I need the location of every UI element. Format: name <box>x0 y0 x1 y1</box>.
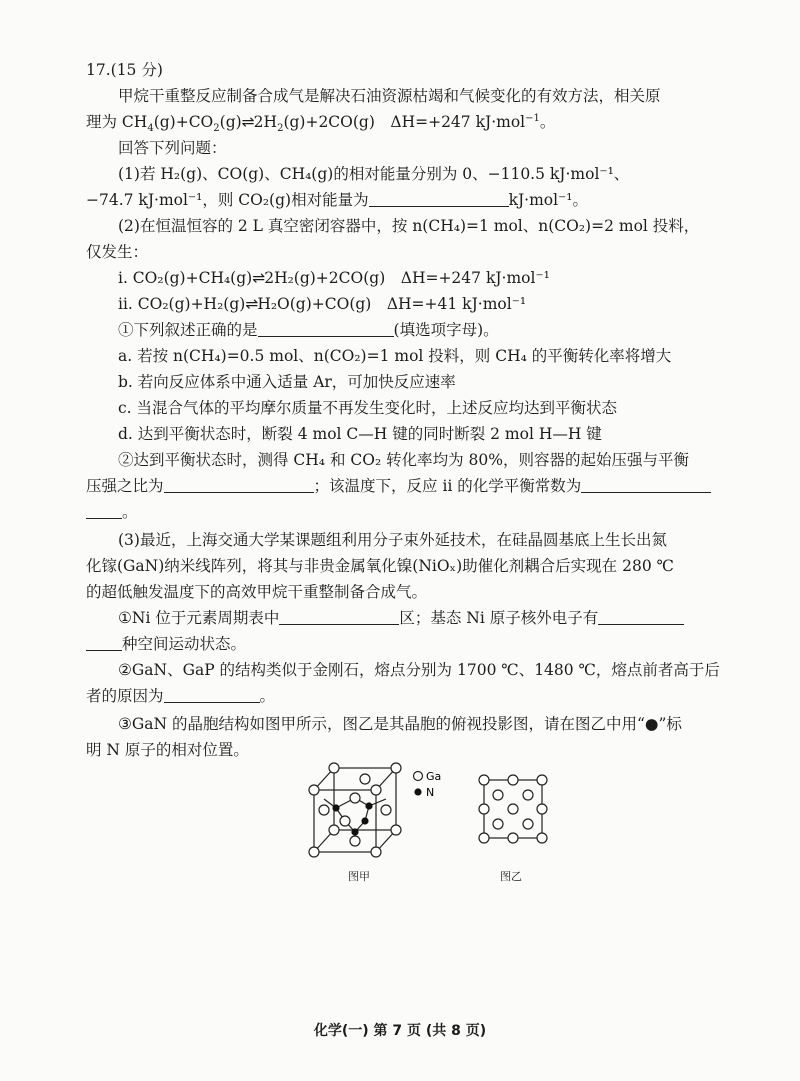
answer-blank-pressure-ratio[interactable] <box>164 477 314 493</box>
subquestion-3-line-2: 种空间运动状态。 <box>86 634 800 654</box>
part3-line-3: 的超低触发温度下的高效甲烷干重整制备合成气。 <box>86 583 428 601</box>
answer-blank-equilibrium-constant[interactable] <box>581 477 711 493</box>
subquestion-4-line-2: 者的原因为 。 <box>86 687 276 705</box>
part1-line-1: (1)若 H₂(g)、CO(g)、CH₄(g)的相对能量分别为 0、−110.5 kJ·mol⁻¹、 <box>118 165 630 183</box>
answer-blank-options[interactable] <box>258 321 394 337</box>
question-number: 17.(15 分) <box>86 61 163 79</box>
figure-yi-projection[interactable] <box>479 775 547 843</box>
part3-line-1: (3)最近，上海交通大学某课题组利用分子束外延技术，在硅晶圆基底上生长出氮 <box>118 531 667 549</box>
part1-line-2: −74.7 kJ·mol⁻¹，则 CO₂(g)相对能量为 kJ·mol⁻¹。 <box>86 191 588 209</box>
equilibrium-arrow-icon: ⇌ <box>241 113 254 131</box>
answer-blank-co2-energy[interactable] <box>369 191 509 207</box>
legend-ga-label: Ga <box>426 770 442 783</box>
part2-line-1: (2)在恒温恒容的 2 L 真空密闭容器中，按 n(CH₄)=1 mol、n(CO₂)=2 mol 投料， <box>118 217 700 235</box>
subquestion-5-line-1: ③GaN 的晶胞结构如图甲所示，图乙是其晶胞的俯视投影图，请在图乙中用“●”标 <box>118 715 682 733</box>
legend-n-label: N <box>426 786 435 799</box>
subquestion-3-line-1: ①Ni 位于元素周期表中 区；基态 Ni 原子核外电子有 <box>118 608 800 628</box>
subquestion-2-line-3: 。 <box>86 502 800 522</box>
page-footer: 化学(一) 第 7 页 (共 8 页) <box>313 1023 487 1039</box>
equilibrium-arrow-icon: ⇌ <box>245 295 258 313</box>
reaction-i: ⅰ. CO₂(g)+CH₄(g)⇌2H₂(g)+2CO(g) ΔH=+247 kJ·mol⁻¹ <box>118 269 550 287</box>
subquestion-5-line-2: 明 N 原子的相对位置。 <box>86 741 249 759</box>
legend <box>414 770 442 799</box>
answer-blank-ni-states[interactable] <box>598 609 684 625</box>
caption-yi: 图乙 <box>500 870 522 883</box>
option-c: c. 当混合气体的平均摩尔质量不再发生变化时，上述反应均达到平衡状态 <box>118 399 618 417</box>
answer-blank-ni-states-cont[interactable] <box>86 635 122 651</box>
subquestion-2-line-1: ②达到平衡状态时，测得 CH₄ 和 CO₂ 转化率均为 80%，则容器的起始压强与平衡 <box>118 451 689 469</box>
intro-line-1: 甲烷干重整反应制备合成气是解决石油资源枯竭和气候变化的有效方法，相关原 <box>118 87 661 105</box>
part2-line-2: 仅发生： <box>86 243 149 261</box>
subquestion-1: ①下列叙述正确的是 (填选项字母)。 <box>118 321 499 339</box>
intro-line-2: 理为 $CH_4(g)+CO_2(g)\rightleftharpoons 2H_2(g)+2CO(g)$ ΔH=+247 kJ·mol$^{-1}$。 <box>86 112 556 135</box>
answer-blank-melting-reason[interactable] <box>164 687 260 703</box>
part3-line-2: 化镓(GaN)纳米线阵列，将其与非贵金属氧化镍(NiOₓ)助催化剂耦合后实现在 280 ℃ <box>86 557 674 575</box>
option-b: b. 若向反应体系中通入适量 Ar，可加快反应速率 <box>118 373 456 391</box>
legend-n-icon <box>414 788 421 795</box>
option-a: a. 若按 n(CH₄)=0.5 mol、n(CO₂)=1 mol 投料，则 CH₄ 的平衡转化率将增大 <box>118 347 672 365</box>
answer-prompt: 回答下列问题： <box>118 139 227 157</box>
answer-blank-ni-block[interactable] <box>279 609 399 625</box>
equilibrium-arrow-icon: ⇌ <box>252 269 265 287</box>
subquestion-4-line-1: ②GaN、GaP 的结构类似于金刚石，熔点分别为 1700 ℃、1480 ℃，熔点前者高于后 <box>118 661 720 679</box>
answer-blank-equilibrium-constant-cont[interactable] <box>86 503 122 519</box>
crystal-figure <box>300 762 560 890</box>
caption-jia: 图甲 <box>348 870 370 883</box>
option-d: d. 达到平衡状态时，断裂 4 mol C—H 键的同时断裂 2 mol H—H 键 <box>118 425 602 443</box>
subquestion-2-line-2: 压强之比为 ；该温度下，反应 ⅱ 的化学平衡常数为 <box>86 476 800 496</box>
reaction-ii: ⅱ. CO₂(g)+H₂(g)⇌H₂O(g)+CO(g) ΔH=+41 kJ·mol⁻¹ <box>118 295 527 313</box>
legend-ga-icon <box>414 772 423 781</box>
